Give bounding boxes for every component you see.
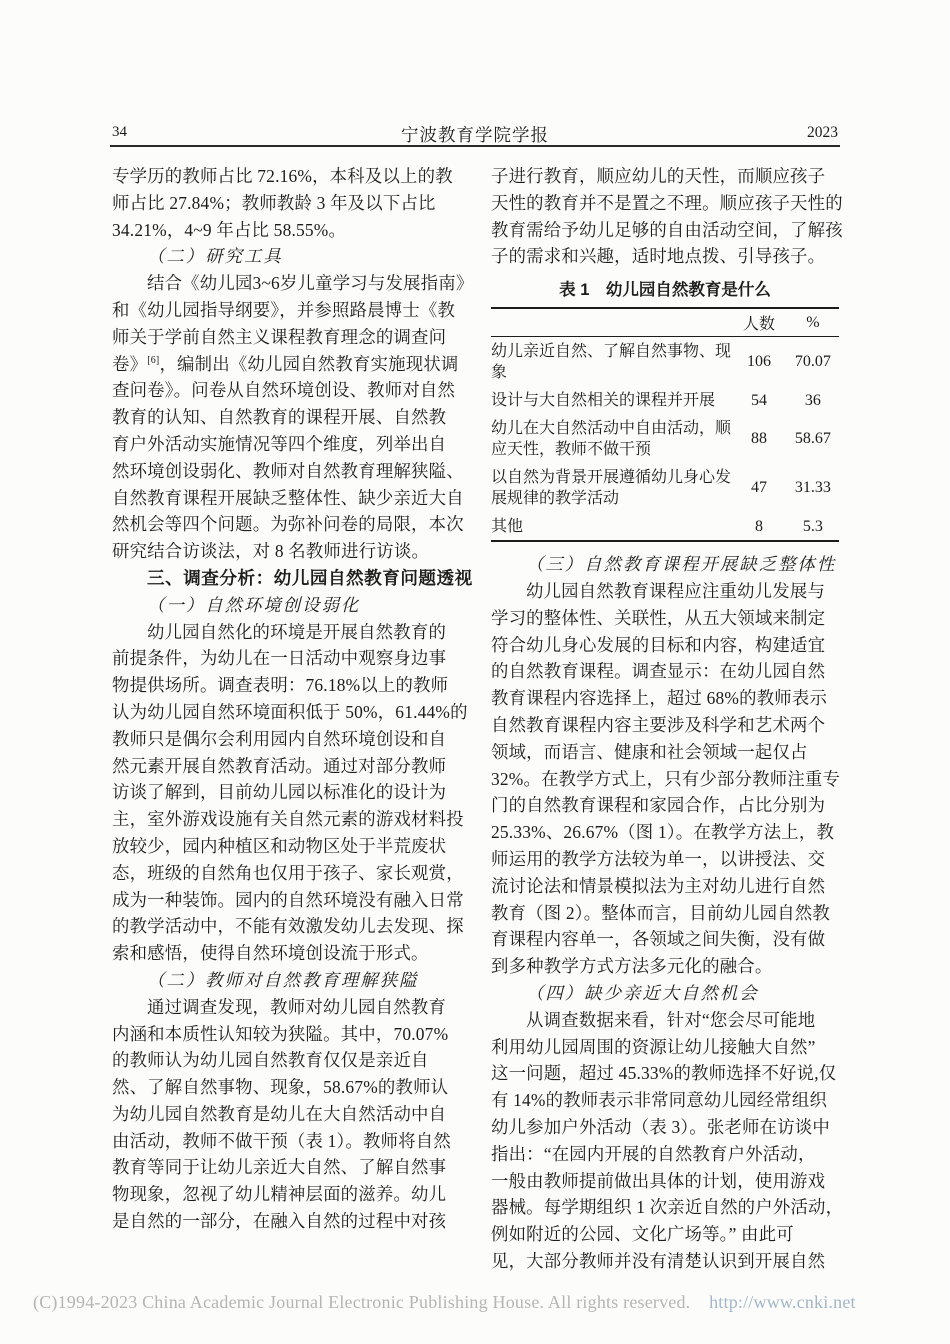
table-header-blank	[491, 308, 731, 337]
text-line	[491, 712, 839, 739]
text-segment: 师运用的教学方法较为单一，以讲授法、交	[491, 848, 826, 869]
journal-title: 宁波教育学院学报	[401, 125, 549, 145]
table-cell-num: 54	[750, 391, 767, 409]
table-row	[491, 512, 839, 541]
right-column-pre-text	[491, 163, 843, 270]
copyright-notice: (C)1994-2023 China Academic Journal Electronic Publishing House. All rights reserved.	[33, 1292, 691, 1312]
text-line	[112, 1208, 462, 1235]
text-segment: （四）缺少亲近大自然机会	[526, 982, 759, 1003]
text-line	[491, 766, 839, 793]
text-segment: 领域，而语言、健康和社会领域一起仅占	[491, 741, 808, 762]
text-segment: 的教学活动中，不能有效激发幼儿去发现、探	[112, 916, 464, 937]
subsection-heading	[491, 551, 839, 578]
text-line	[491, 792, 839, 819]
text-line	[112, 270, 474, 297]
text-segment: 三、调查分析：幼儿园自然教育问题透视	[147, 567, 473, 588]
text-line	[112, 1047, 462, 1074]
text-line	[112, 833, 462, 860]
text-line	[112, 217, 462, 244]
text-line	[491, 1114, 839, 1141]
text-segment: 然元素开展自然教育活动。通过对部分教师	[112, 755, 447, 776]
text-segment: 放较少，园内种植区和动物区处于半荒废状	[112, 835, 447, 856]
text-segment: 内涵和本质性认知较为狭隘。其中，70.07%	[112, 1023, 449, 1044]
text-line	[491, 163, 839, 190]
text-line	[112, 1154, 462, 1181]
text-segment: 然环境创设弱化、教师对自然教育理解狭隘、	[112, 460, 464, 481]
text-segment: 天性的教育并不是置之不理。顺应孩子天性的	[491, 192, 843, 213]
text-line	[112, 726, 462, 753]
text-segment: 成为一种装饰。园内的自然环境没有融入日常	[112, 889, 464, 910]
text-line	[491, 1194, 844, 1221]
text-line	[112, 753, 462, 780]
text-line	[112, 297, 462, 324]
text-segment: 子进行教育，顺应幼儿的天性，而顺应孩子	[491, 166, 826, 186]
text-segment: 34.21%，4~9 年占比 58.55%。	[112, 219, 347, 240]
text-segment: 通过调查发现，教师对幼儿园自然教育	[147, 996, 447, 1017]
text-line	[112, 511, 462, 538]
text-segment: 然机会等四个问题。为弥补问卷的局限，本次	[112, 514, 464, 535]
text-line	[112, 458, 462, 485]
text-line	[491, 605, 839, 632]
text-line	[112, 940, 462, 967]
text-line	[491, 658, 839, 685]
header-rule	[110, 145, 840, 147]
text-segment: 一般由教师提前做出具体的计划，使用游戏	[491, 1170, 826, 1191]
text-line	[491, 873, 839, 900]
text-segment: 幼儿园自然化的环境是开展自然教育的	[147, 621, 447, 642]
text-segment: 的自然教育课程。调查显示：在幼儿园自然	[491, 661, 826, 682]
text-segment: 访谈了解到，目前幼儿园以标准化的设计为	[112, 782, 447, 803]
table-cell-pct: 36	[804, 391, 821, 409]
text-line	[112, 1181, 462, 1208]
text-segment: 结合《幼儿园3~6岁儿童学习与发展指南》	[147, 273, 474, 294]
text-line	[491, 1087, 839, 1114]
text-line	[491, 819, 839, 846]
running-head	[112, 122, 838, 144]
text-line	[491, 190, 843, 217]
text-line	[112, 645, 462, 672]
table-header-count: 人数	[731, 308, 787, 337]
right-column-post-text	[491, 551, 844, 1275]
issue-year: 2023	[807, 124, 838, 141]
text-line	[112, 485, 462, 512]
text-segment: 育课程内容单一，各领域之间失衡，没有做	[491, 929, 826, 950]
subsection-heading	[491, 980, 839, 1007]
text-segment: 到多种教学方式方法多元化的融合。	[491, 956, 773, 977]
footer	[33, 1292, 856, 1313]
text-segment: 有 14%的教师表示非常同意幼儿园经常组织	[491, 1090, 828, 1111]
table-cell-pct: 58.67	[794, 430, 831, 448]
text-segment: 专学历的教师占比 72.16%，本科及以上的教	[112, 166, 453, 186]
text-segment: 是自然的一部分，在融入自然的过程中对孩	[112, 1211, 447, 1232]
text-segment: 学习的整体性、关联性，从五大领域来制定	[491, 607, 826, 628]
text-segment: 教育等同于让幼儿亲近大自然、了解自然事	[112, 1157, 447, 1178]
text-line	[112, 404, 462, 431]
table-cell-pct: 70.07	[794, 353, 831, 371]
text-line	[112, 806, 462, 833]
text-segment: 25.33%、26.67%（图 1）。在教学方法上，教	[491, 822, 835, 843]
text-line	[112, 538, 462, 565]
text-line	[112, 324, 462, 351]
table-row	[491, 337, 839, 387]
table-1-natural-education	[491, 307, 839, 542]
text-segment: 自然教育课程内容主要涉及科学和艺术两个	[491, 714, 826, 735]
table-cell-lbl: 设计与大自然相关的课程并开展	[491, 391, 716, 409]
subsection-heading	[112, 592, 462, 619]
text-line	[112, 779, 462, 806]
text-line	[491, 1248, 839, 1275]
text-line	[112, 163, 462, 190]
text-segment: 研究结合访谈法，对 8 名教师进行访谈。	[112, 541, 430, 562]
text-line	[112, 887, 462, 914]
text-segment: 符合幼儿身心发展的目标和内容，构建适宜	[491, 634, 826, 655]
text-line	[491, 1034, 839, 1061]
text-line	[491, 1141, 839, 1168]
text-segment: 自然教育课程开展缺乏整体性、缺少亲近大自	[112, 487, 464, 508]
table-row	[491, 386, 839, 414]
text-line	[112, 351, 462, 378]
text-segment: 物提供场所。调查表明：76.18%以上的教师	[112, 675, 449, 696]
text-segment: 例如附近的公园、文化广场等。” 由此可	[491, 1224, 794, 1245]
text-segment: （三）自然教育课程开展缺乏整体性	[526, 554, 837, 575]
text-segment: 师占比 27.84%；教师教龄 3 年及以下占比	[112, 192, 436, 213]
section-heading	[112, 565, 473, 592]
right-column	[491, 163, 844, 1275]
text-line	[112, 994, 462, 1021]
text-segment: 前提条件，为幼儿在一日活动中观察身边事	[112, 648, 447, 669]
table-cell-num: 106	[746, 353, 771, 371]
text-line	[491, 1221, 839, 1248]
table-row	[491, 463, 839, 512]
text-segment: 见，大部分教师并没有清楚认识到开展自然	[491, 1250, 826, 1271]
text-line	[491, 926, 839, 953]
table-caption: 表 1 幼儿园自然教育是什么	[559, 281, 771, 300]
text-segment: 物现象，忽视了幼儿精神层面的滋养。幼儿	[112, 1184, 447, 1205]
text-line	[112, 190, 462, 217]
text-segment: 认为幼儿园自然环境面积低于 50%，61.44%的	[112, 701, 468, 722]
text-segment: 为幼儿园自然教育是幼儿在大自然活动中自	[112, 1103, 447, 1124]
text-segment: （二）教师对自然教育理解狭隘	[147, 969, 419, 990]
text-line	[112, 1128, 462, 1155]
text-line	[112, 672, 462, 699]
table-cell-pct: 5.3	[802, 517, 823, 535]
text-line	[491, 217, 843, 244]
text-segment: （二）研究工具	[147, 246, 283, 267]
text-segment: 指出：“在园内开展的自然教育户外活动，	[491, 1143, 816, 1164]
text-segment: 育户外活动实施情况等四个维度，列举出自	[112, 433, 447, 454]
text-line	[112, 860, 462, 887]
text-segment: 门的自然教育课程和家园合作，占比分别为	[491, 795, 826, 816]
text-segment: 教师只是偶尔会利用园内自然环境创设和自	[112, 728, 447, 749]
table-cell-lbl: 以自然为背景开展遵循幼儿身心发展规律的教学活动	[491, 468, 732, 507]
table-row	[491, 414, 839, 463]
text-line	[112, 699, 468, 726]
text-line	[112, 619, 462, 646]
text-segment: 幼儿参加户外活动（表 3）。张老师在访谈中	[491, 1116, 830, 1137]
text-line	[112, 1074, 462, 1101]
text-line	[491, 1168, 839, 1195]
text-segment: 态，班级的自然角也仅用于孩子、家长观赏，	[112, 862, 464, 883]
text-line	[112, 431, 462, 458]
text-line	[112, 1101, 462, 1128]
text-line	[491, 243, 839, 270]
text-segment: 和《幼儿园指导纲要》，并参照路晨博士《教	[112, 299, 456, 320]
text-segment: 然、了解自然事物、现象，58.67%的教师认	[112, 1077, 449, 1098]
text-line	[491, 578, 839, 605]
table-header-percent: %	[787, 308, 839, 337]
text-segment: 教育课程内容选择上，超过 68%的教师表示	[491, 688, 828, 709]
cnki-url: http://www.cnki.net	[709, 1292, 856, 1312]
subsection-heading	[112, 243, 462, 270]
text-line	[112, 1021, 462, 1048]
table-cell-num: 88	[750, 430, 767, 448]
table-cell-lbl: 其他	[491, 517, 524, 535]
table-cell-num: 47	[750, 479, 767, 497]
text-line	[112, 377, 462, 404]
text-segment: ，编制出《幼儿园自然教育实施现状调	[159, 353, 459, 374]
page-number: 34	[112, 124, 127, 140]
text-segment: 器械。每学期组织 1 次亲近自然的户外活动，	[491, 1197, 844, 1218]
text-segment: 索和感悟，使得自然环境创设流于形式。	[112, 943, 429, 964]
text-segment: 卷》	[112, 353, 148, 374]
subsection-heading	[112, 967, 462, 994]
text-segment: 查问卷》。问卷从自然环境创设、教师对自然	[112, 380, 456, 401]
text-segment: 这一问题，超过 45.33%的教师选择不好说,仅	[491, 1063, 837, 1084]
text-segment: 主，室外游戏设施有关自然元素的游戏材料投	[112, 809, 464, 830]
text-segment: 32%。在教学方式上，只有少部分教师注重专	[491, 768, 841, 789]
text-line	[491, 1007, 839, 1034]
left-column	[112, 163, 474, 1235]
text-segment: 子的需求和兴趣，适时地点拨、引导孩子。	[491, 246, 826, 267]
text-segment: 教育的认知、自然教育的课程开展、自然教	[112, 407, 447, 428]
text-line	[112, 913, 462, 940]
text-segment: 流讨论法和情景模拟法为主对幼儿进行自然	[491, 875, 826, 896]
text-segment: （一）自然环境创设弱化	[147, 594, 361, 615]
text-segment: 教育需给予幼儿足够的自由活动空间，了解孩	[491, 219, 843, 240]
text-line	[491, 1060, 839, 1087]
table-cell-pct: 31.33	[794, 479, 831, 497]
table-cell-num: 8	[754, 517, 763, 535]
text-line	[491, 846, 839, 873]
text-segment: 的教师认为幼儿园自然教育仅仅是亲近自	[112, 1050, 429, 1071]
text-segment: 由活动，教师不做干预（表 1）。教师将自然	[112, 1130, 451, 1151]
text-line	[491, 739, 839, 766]
text-line	[491, 685, 839, 712]
text-line	[491, 953, 839, 980]
text-line	[491, 900, 839, 927]
text-segment: 师关于学前自然主义课程教育理念的调查问	[112, 326, 447, 347]
text-segment: 从调查数据来看，针对“您会尽可能地	[526, 1009, 816, 1030]
citation-superscript: [6]	[147, 354, 160, 366]
table-cell-lbl: 幼儿在大自然活动中自由活动，顺应天性，教师不做干预	[491, 419, 732, 458]
table-cell-lbl: 幼儿亲近自然、了解自然事物、现象	[491, 342, 732, 381]
text-segment: 利用幼儿园周围的资源让幼儿接触大自然”	[491, 1036, 816, 1057]
table-header-row	[491, 308, 839, 337]
text-line	[491, 632, 839, 659]
text-segment: 幼儿园自然教育课程应注重幼儿发展与	[526, 580, 826, 601]
text-segment: 教育（图 2）。整体而言，目前幼儿园自然教	[491, 902, 830, 923]
